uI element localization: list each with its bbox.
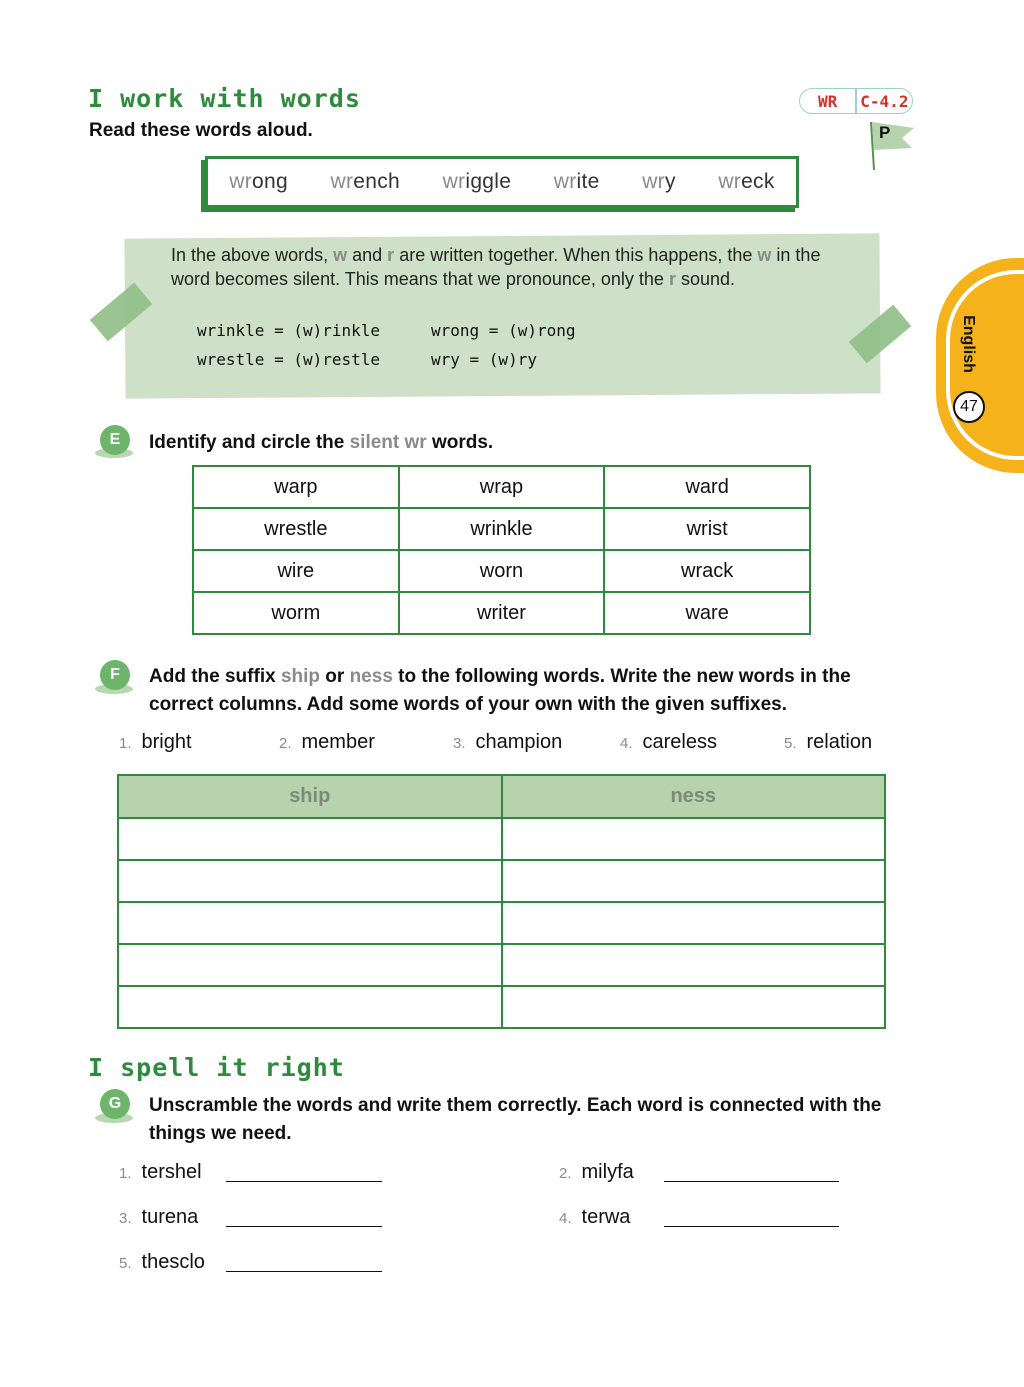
word-cell[interactable]: warp <box>193 466 399 508</box>
exercise-e-instruction: Identify and circle the silent wr words. <box>149 432 494 453</box>
answer-cell[interactable] <box>118 986 502 1028</box>
banner-word: wreck <box>718 170 775 193</box>
word-cell[interactable]: worm <box>193 592 399 634</box>
answer-line[interactable] <box>226 1226 382 1227</box>
code-right: C-4.2 <box>860 91 909 111</box>
list-item: 5. thesclo <box>119 1251 382 1274</box>
section-title: I work with words <box>88 84 361 113</box>
answer-line[interactable] <box>226 1181 382 1182</box>
word-cell[interactable]: wrap <box>399 466 605 508</box>
page-number: 47 <box>953 391 985 423</box>
list-item: 5. relation <box>784 731 873 753</box>
list-item: 1. tershel <box>119 1161 382 1184</box>
list-item: 3. turena <box>119 1206 382 1229</box>
section-title: I spell it right <box>88 1053 345 1082</box>
list-item: 3. champion <box>453 731 563 753</box>
exercise-badge-g: G <box>100 1089 130 1119</box>
table-row <box>193 550 810 592</box>
word-cell[interactable]: ward <box>604 466 810 508</box>
exercise-f-instruction: Add the suffix ship or ness to the following words. Write the new words in the correct columns. Add some words of your own with the given suffixes. <box>149 666 851 715</box>
table-row <box>193 592 810 634</box>
answer-cell[interactable] <box>502 944 886 986</box>
table-row <box>118 818 885 860</box>
word-cell[interactable]: wrist <box>604 508 810 550</box>
column-header-ness: ness <box>502 775 886 818</box>
answer-cell[interactable] <box>118 818 502 860</box>
answer-cell[interactable] <box>118 902 502 944</box>
answer-cell[interactable] <box>118 944 502 986</box>
word-cell[interactable]: wire <box>193 550 399 592</box>
banner-word: wrong <box>229 170 288 193</box>
answer-line[interactable] <box>226 1271 382 1272</box>
banner-word: wriggle <box>442 170 512 193</box>
table-row <box>193 508 810 550</box>
curriculum-code-badge <box>799 88 913 114</box>
example-3: wrestle = (w)restle <box>197 350 381 369</box>
answer-line[interactable] <box>664 1226 839 1227</box>
column-header-ship: ship <box>118 775 502 818</box>
table-row <box>118 986 885 1028</box>
banner-word: wry <box>642 170 676 193</box>
list-item: 2. milyfa <box>559 1161 839 1184</box>
exercise-badge-f: F <box>100 660 130 690</box>
answer-line[interactable] <box>664 1181 839 1182</box>
word-cell[interactable]: writer <box>399 592 605 634</box>
answer-cell[interactable] <box>502 860 886 902</box>
word-banner <box>205 156 799 208</box>
answer-cell[interactable] <box>502 818 886 860</box>
table-row <box>118 860 885 902</box>
answer-cell[interactable] <box>118 860 502 902</box>
list-item: 4. terwa <box>559 1206 839 1229</box>
example-2: wrong = (w)rong <box>431 321 576 340</box>
word-cell[interactable]: wrinkle <box>399 508 605 550</box>
list-item: 1. bright <box>119 731 192 753</box>
suffix-table <box>117 774 886 1029</box>
read-instruction: Read these words aloud. <box>89 120 313 141</box>
answer-cell[interactable] <box>502 986 886 1028</box>
exercise-badge-e: E <box>100 425 130 455</box>
word-cell[interactable]: wrestle <box>193 508 399 550</box>
word-cell[interactable]: wrack <box>604 550 810 592</box>
example-1: wrinkle = (w)rinkle <box>197 321 381 340</box>
note-text: In the above words, w and r are written together. When this happens, the w in the word becomes silent. This means that we pronounce, only the r sound. <box>171 245 821 289</box>
code-left: WR <box>817 91 838 111</box>
word-grid <box>192 465 811 635</box>
table-row <box>118 902 885 944</box>
banner-word: write <box>553 170 600 193</box>
subject-label: English <box>960 315 977 373</box>
table-row <box>118 944 885 986</box>
flag-icon <box>866 118 918 172</box>
answer-cell[interactable] <box>502 902 886 944</box>
banner-word: wrench <box>330 170 401 193</box>
list-item: 4. careless <box>620 731 717 753</box>
word-cell[interactable]: worn <box>399 550 605 592</box>
exercise-g-instruction: Unscramble the words and write them correctly. Each word is connected with the things we need. <box>149 1095 882 1144</box>
flag-letter: P <box>879 123 891 142</box>
list-item: 2. member <box>279 731 375 753</box>
example-4: wry = (w)ry <box>431 350 537 369</box>
table-row <box>193 466 810 508</box>
table-header-row <box>118 775 885 818</box>
word-cell[interactable]: ware <box>604 592 810 634</box>
